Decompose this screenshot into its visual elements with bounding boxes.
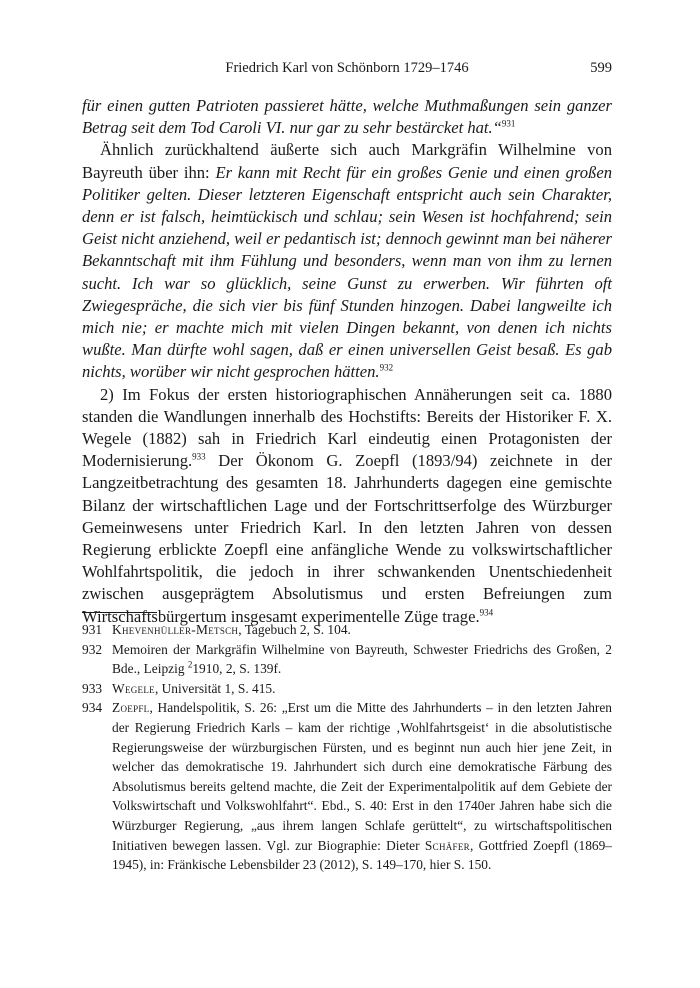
footnote-number: 932 <box>82 641 103 657</box>
footnote-ref-931[interactable]: 931 <box>501 118 516 129</box>
main-text <box>82 95 612 628</box>
footnotes <box>82 620 612 875</box>
quote-text: Er kann mit Recht für ein großes Genie und einen großen Politiker gelten. Dieser letzteren Eigenschaft entspricht auch sein Charakter, denn er ist falsch, heimtückisch und schlau; sein Wesen ist hochfahrend; sein Geist nicht anziehend, weil er pedantisch ist; dennoch gewinnt man bei näherer Bekanntschaft mit ihm Fühlung und besonders, wenn man von ihm zu lernen sucht. Ich war so glücklich, seine Gunst zu erwerben. Wir führten oft Zwiegespräche, die sich vier bis fünf Stunden hinzogen. Dabei langweilte ich mich nie; er machte mich mit vielen Dingen bekannt, von denen ich nichts wußte. Man dürfte wohl sagen, daß er einen universellen Geist besaß. Es gab nichts, worüber wir nicht gesprochen hätten. <box>82 162 612 382</box>
footnote-divider <box>82 612 157 613</box>
footnote-number: 934 <box>82 700 103 716</box>
footnote-author: Zoepfl <box>112 700 150 716</box>
edition-superscript: 2 <box>187 659 193 670</box>
paragraph-historiography <box>82 384 612 628</box>
footnote-933 <box>82 679 612 699</box>
footnote-citation: , Tagebuch 2, S. 104. <box>238 622 351 637</box>
footnote-text <box>112 698 612 874</box>
running-header <box>82 60 612 82</box>
footnote-932 <box>82 640 612 679</box>
paragraph-text: Der Ökonom G. Zoepfl (1893/94) zeichnete in der Langzeitbetrachtung des gesamten 18. Jahrhunderts dagegen eine gemischte Bilanz der wirtschaftlichen Lage und der Fortschrittserfolge des Würzburger Gemeinwesens unter Friedrich Karl. In den letzten Jahren von dessen Regierung erblickte Zoepfl eine anfängliche Wende zu volkswirtschaftlicher Wohlfahrtspolitik, die jedoch in ihrer schwankenden Unentschiedenheit zwischen ausgeprägtem Absolutismus und ersten Befreiungen zum Wirtschaftsbürgertum insgesamt experimentelle Züge trage. <box>82 451 612 626</box>
paragraph-quote-continuation <box>82 95 612 139</box>
footnote-citation: , Universität 1, S. 415. <box>154 680 276 696</box>
footnote-ref-932[interactable]: 932 <box>379 362 394 373</box>
footnote-author: Wegele <box>112 680 155 696</box>
footnote-text <box>112 640 612 679</box>
footnote-citation: , Handelspolitik, S. 26: „Erst um die Mitte des Jahrhunderts – in den letzten Jahren der Regierung Friedrich Karls – kam der richtige ‚Wohlfahrtsgeist‘ in die absolutistische Regierungsweise der würzburgischen Fürsten, und es beginnt nun auch hier jene Zeit, in welcher das demokratische 19. Jahrhundert sich durch eine demokratische Färbung des Absolutismus bereits geltend machte, die Zeit der Experimentalpolitik auf dem Gebiete der Volkswirtschaft und Volkswohlfahrt“. Ebd., S. 40: Erst in den 1740er Jahren habe sich die Würzburger Regierung, „aus ihrem langen Schlafe gerüttelt“, zu wirtschaftspolitischen Initiativen bewegen lassen. Vgl. zur Biographie: Dieter <box>112 700 612 853</box>
running-title: Friedrich Karl von Schönborn 1729–1746 <box>225 60 469 76</box>
footnote-citation: , Gottfried Zoepfl (1869–1945), in: Fränkische Lebensbilder 23 (2012), S. 149–170, hier S. 150. <box>112 837 612 873</box>
quote-text: für einen gutten Patrioten passieret hätte, welche Muthmaßungen sein ganzer Betrag seit dem Tod Caroli VI. nur gar zu sehr bestärcket hat.“ <box>82 96 612 138</box>
footnote-ref-934[interactable]: 934 <box>479 607 494 618</box>
paragraph-text: 2) Im Fokus der ersten historiographischen Annäherungen seit ca. 1880 standen die Wandlungen innerhalb des Hochstifts: Bereits der Historiker F. X. Wegele (1882) sah in Friedrich Karl eindeutig einen Protagonisten der Modernisierung. <box>82 384 612 471</box>
footnote-author: Schäfer <box>424 837 470 853</box>
paragraph-wilhelmine <box>82 139 612 383</box>
footnote-citation: Memoiren der Markgräfin Wilhelmine von Bayreuth, Schwester Friedrichs des Großen, 2 Bde., Leipzig <box>112 641 612 677</box>
footnote-number: 931 <box>82 622 103 637</box>
footnote-934 <box>82 698 612 874</box>
footnote-number: 933 <box>82 680 103 696</box>
paragraph-intro: Ähnlich zurückhaltend äußerte sich auch Markgräfin Wilhelmine von Bayreuth über ihn: <box>82 140 612 182</box>
footnote-931 <box>82 620 612 640</box>
page-number: 599 <box>590 60 612 76</box>
footnote-text <box>112 679 612 699</box>
footnote-text <box>112 620 612 640</box>
footnote-author: Khevenhüller-Metsch <box>112 622 239 637</box>
footnote-citation: 1910, 2, S. 139f. <box>192 661 282 677</box>
footnote-ref-933[interactable]: 933 <box>192 451 206 462</box>
